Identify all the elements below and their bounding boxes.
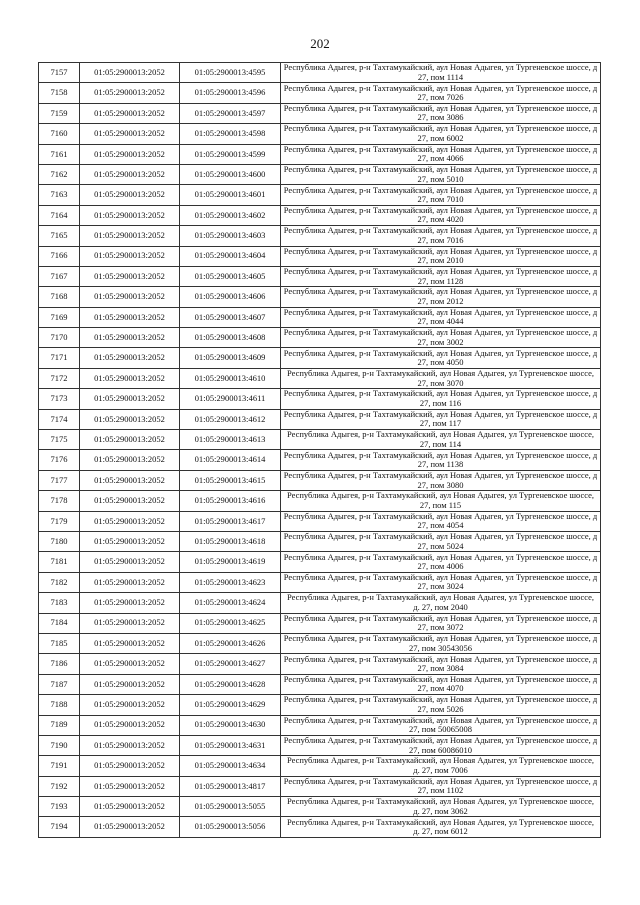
parent-cadastral-number-cell: 01:05:2900013:2052	[80, 613, 180, 633]
row-number-cell: 7180	[39, 531, 80, 551]
cadastral-number-cell: 01:05:2900013:4601	[180, 185, 281, 205]
cadastral-number-cell: 01:05:2900013:5055	[180, 797, 281, 817]
parent-cadastral-number-cell: 01:05:2900013:2052	[80, 633, 180, 653]
cadastral-number-cell: 01:05:2900013:4613	[180, 430, 281, 450]
address-cell: Республика Адыгея, р-н Тахтамукайский, аул Новая Адыгея, ул Тургеневское шоссе, д 27, пом 116	[281, 389, 601, 409]
cadastral-number-cell: 01:05:2900013:5056	[180, 817, 281, 837]
table-row	[39, 674, 601, 694]
row-number-cell: 7160	[39, 124, 80, 144]
parent-cadastral-number-cell: 01:05:2900013:2052	[80, 144, 180, 164]
table-row	[39, 103, 601, 123]
table-row	[39, 470, 601, 490]
cadastral-number-cell: 01:05:2900013:4597	[180, 103, 281, 123]
cadastral-number-cell: 01:05:2900013:4616	[180, 491, 281, 511]
row-number-cell: 7169	[39, 307, 80, 327]
registry-table	[38, 62, 601, 838]
cadastral-number-cell: 01:05:2900013:4624	[180, 593, 281, 613]
row-number-cell: 7171	[39, 348, 80, 368]
parent-cadastral-number-cell: 01:05:2900013:2052	[80, 572, 180, 592]
cadastral-number-cell: 01:05:2900013:4625	[180, 613, 281, 633]
table-row	[39, 776, 601, 796]
cadastral-number-cell: 01:05:2900013:4619	[180, 552, 281, 572]
row-number-cell: 7175	[39, 430, 80, 450]
table-row	[39, 613, 601, 633]
cadastral-number-cell: 01:05:2900013:4630	[180, 715, 281, 735]
table-row	[39, 63, 601, 83]
table-row	[39, 756, 601, 776]
parent-cadastral-number-cell: 01:05:2900013:2052	[80, 695, 180, 715]
row-number-cell: 7162	[39, 164, 80, 184]
cadastral-number-cell: 01:05:2900013:4604	[180, 246, 281, 266]
table-row	[39, 430, 601, 450]
parent-cadastral-number-cell: 01:05:2900013:2052	[80, 164, 180, 184]
table-row	[39, 654, 601, 674]
table-row	[39, 715, 601, 735]
table-row	[39, 797, 601, 817]
table-row	[39, 450, 601, 470]
cadastral-number-cell: 01:05:2900013:4606	[180, 287, 281, 307]
address-cell: Республика Адыгея, р-н Тахтамукайский, аул Новая Адыгея, ул Тургеневское шоссе, д 27, пом 5010	[281, 164, 601, 184]
parent-cadastral-number-cell: 01:05:2900013:2052	[80, 83, 180, 103]
address-cell: Республика Адыгея, р-н Тахтамукайский, аул Новая Адыгея, ул Тургеневское шоссе, д 27, пом 3072	[281, 613, 601, 633]
registry-table-body	[39, 63, 601, 838]
cadastral-number-cell: 01:05:2900013:4615	[180, 470, 281, 490]
table-row	[39, 348, 601, 368]
parent-cadastral-number-cell: 01:05:2900013:2052	[80, 817, 180, 837]
row-number-cell: 7186	[39, 654, 80, 674]
parent-cadastral-number-cell: 01:05:2900013:2052	[80, 409, 180, 429]
cadastral-number-cell: 01:05:2900013:4623	[180, 572, 281, 592]
row-number-cell: 7182	[39, 572, 80, 592]
table-row	[39, 817, 601, 837]
table-row	[39, 185, 601, 205]
table-row	[39, 144, 601, 164]
table-row	[39, 695, 601, 715]
cadastral-number-cell: 01:05:2900013:4610	[180, 368, 281, 388]
address-cell: Республика Адыгея, р-н Тахтамукайский, аул Новая Адыгея, ул Тургеневское шоссе, д 27, пом 3084	[281, 654, 601, 674]
parent-cadastral-number-cell: 01:05:2900013:2052	[80, 735, 180, 755]
table-row	[39, 164, 601, 184]
table-row	[39, 307, 601, 327]
parent-cadastral-number-cell: 01:05:2900013:2052	[80, 593, 180, 613]
address-cell: Республика Адыгея, р-н Тахтамукайский, аул Новая Адыгея, ул Тургеневское шоссе, д. 27, пом 3062	[281, 797, 601, 817]
cadastral-number-cell: 01:05:2900013:4599	[180, 144, 281, 164]
address-cell: Республика Адыгея, р-н Тахтамукайский, аул Новая Адыгея, ул Тургеневское шоссе, д 27, пом 5026	[281, 695, 601, 715]
cadastral-number-cell: 01:05:2900013:4626	[180, 633, 281, 653]
table-row	[39, 409, 601, 429]
address-cell: Республика Адыгея, р-н Тахтамукайский, аул Новая Адыгея, ул Тургеневское шоссе, д 27, пом 7010	[281, 185, 601, 205]
parent-cadastral-number-cell: 01:05:2900013:2052	[80, 797, 180, 817]
address-cell: Республика Адыгея, р-н Тахтамукайский, аул Новая Адыгея, ул Тургеневское шоссе, д 27, пом 4070	[281, 674, 601, 694]
table-row	[39, 226, 601, 246]
address-cell: Республика Адыгея, р-н Тахтамукайский, аул Новая Адыгея, ул Тургеневское шоссе, д 27, пом 30543056	[281, 633, 601, 653]
address-cell: Республика Адыгея, р-н Тахтамукайский, аул Новая Адыгея, ул Тургеневское шоссе, д 27, пом 4006	[281, 552, 601, 572]
cadastral-number-cell: 01:05:2900013:4628	[180, 674, 281, 694]
address-cell: Республика Адыгея, р-н Тахтамукайский, аул Новая Адыгея, ул Тургеневское шоссе, 27, пом 115	[281, 491, 601, 511]
address-cell: Республика Адыгея, р-н Тахтамукайский, аул Новая Адыгея, ул Тургеневское шоссе, д 27, пом 1114	[281, 63, 601, 83]
table-row	[39, 287, 601, 307]
table-row	[39, 266, 601, 286]
table-row	[39, 328, 601, 348]
address-cell: Республика Адыгея, р-н Тахтамукайский, аул Новая Адыгея, ул Тургеневское шоссе, д 27, пом 60086010	[281, 735, 601, 755]
address-cell: Республика Адыгея, р-н Тахтамукайский, аул Новая Адыгея, ул Тургеневское шоссе, д 27, пом 7016	[281, 226, 601, 246]
address-cell: Республика Адыгея, р-н Тахтамукайский, аул Новая Адыгея, ул Тургеневское шоссе, 27, пом 3070	[281, 368, 601, 388]
address-cell: Республика Адыгея, р-н Тахтамукайский, аул Новая Адыгея, ул Тургеневское шоссе, д 27, пом 4054	[281, 511, 601, 531]
row-number-cell: 7165	[39, 226, 80, 246]
parent-cadastral-number-cell: 01:05:2900013:2052	[80, 348, 180, 368]
table-row	[39, 511, 601, 531]
table-row	[39, 735, 601, 755]
parent-cadastral-number-cell: 01:05:2900013:2052	[80, 430, 180, 450]
parent-cadastral-number-cell: 01:05:2900013:2052	[80, 266, 180, 286]
table-row	[39, 205, 601, 225]
address-cell: Республика Адыгея, р-н Тахтамукайский, аул Новая Адыгея, ул Тургеневское шоссе, д 27, пом 4050	[281, 348, 601, 368]
page-number: 202	[310, 36, 330, 51]
parent-cadastral-number-cell: 01:05:2900013:2052	[80, 552, 180, 572]
row-number-cell: 7193	[39, 797, 80, 817]
row-number-cell: 7157	[39, 63, 80, 83]
address-cell: Республика Адыгея, р-н Тахтамукайский, аул Новая Адыгея, ул Тургеневское шоссе, д 27, пом 1138	[281, 450, 601, 470]
cadastral-number-cell: 01:05:2900013:4595	[180, 63, 281, 83]
address-cell: Республика Адыгея, р-н Тахтамукайский, аул Новая Адыгея, ул Тургеневское шоссе, д. 27, пом 7006	[281, 756, 601, 776]
parent-cadastral-number-cell: 01:05:2900013:2052	[80, 205, 180, 225]
cadastral-number-cell: 01:05:2900013:4612	[180, 409, 281, 429]
parent-cadastral-number-cell: 01:05:2900013:2052	[80, 287, 180, 307]
table-row	[39, 593, 601, 613]
cadastral-number-cell: 01:05:2900013:4609	[180, 348, 281, 368]
cadastral-number-cell: 01:05:2900013:4618	[180, 531, 281, 551]
table-row	[39, 531, 601, 551]
parent-cadastral-number-cell: 01:05:2900013:2052	[80, 674, 180, 694]
row-number-cell: 7184	[39, 613, 80, 633]
parent-cadastral-number-cell: 01:05:2900013:2052	[80, 63, 180, 83]
row-number-cell: 7183	[39, 593, 80, 613]
parent-cadastral-number-cell: 01:05:2900013:2052	[80, 124, 180, 144]
row-number-cell: 7181	[39, 552, 80, 572]
row-number-cell: 7167	[39, 266, 80, 286]
parent-cadastral-number-cell: 01:05:2900013:2052	[80, 491, 180, 511]
cadastral-number-cell: 01:05:2900013:4611	[180, 389, 281, 409]
cadastral-number-cell: 01:05:2900013:4596	[180, 83, 281, 103]
row-number-cell: 7187	[39, 674, 80, 694]
address-cell: Республика Адыгея, р-н Тахтамукайский, аул Новая Адыгея, ул Тургеневское шоссе, д 27, пом 1128	[281, 266, 601, 286]
row-number-cell: 7191	[39, 756, 80, 776]
row-number-cell: 7166	[39, 246, 80, 266]
cadastral-number-cell: 01:05:2900013:4629	[180, 695, 281, 715]
row-number-cell: 7173	[39, 389, 80, 409]
parent-cadastral-number-cell: 01:05:2900013:2052	[80, 103, 180, 123]
cadastral-number-cell: 01:05:2900013:4617	[180, 511, 281, 531]
row-number-cell: 7161	[39, 144, 80, 164]
table-row	[39, 83, 601, 103]
row-number-cell: 7190	[39, 735, 80, 755]
row-number-cell: 7188	[39, 695, 80, 715]
row-number-cell: 7178	[39, 491, 80, 511]
address-cell: Республика Адыгея, р-н Тахтамукайский, аул Новая Адыгея, ул Тургеневское шоссе, д 27, пом 3024	[281, 572, 601, 592]
address-cell: Республика Адыгея, р-н Тахтамукайский, аул Новая Адыгея, ул Тургеневское шоссе, д 27, пом 3086	[281, 103, 601, 123]
address-cell: Республика Адыгея, р-н Тахтамукайский, аул Новая Адыгея, ул Тургеневское шоссе, д 27, пом 3080	[281, 470, 601, 490]
row-number-cell: 7158	[39, 83, 80, 103]
cadastral-number-cell: 01:05:2900013:4603	[180, 226, 281, 246]
table-row	[39, 389, 601, 409]
row-number-cell: 7164	[39, 205, 80, 225]
parent-cadastral-number-cell: 01:05:2900013:2052	[80, 226, 180, 246]
parent-cadastral-number-cell: 01:05:2900013:2052	[80, 307, 180, 327]
row-number-cell: 7179	[39, 511, 80, 531]
cadastral-number-cell: 01:05:2900013:4817	[180, 776, 281, 796]
address-cell: Республика Адыгея, р-н Тахтамукайский, аул Новая Адыгея, ул Тургеневское шоссе, д 27, пом 3002	[281, 328, 601, 348]
cadastral-number-cell: 01:05:2900013:4631	[180, 735, 281, 755]
cadastral-number-cell: 01:05:2900013:4605	[180, 266, 281, 286]
parent-cadastral-number-cell: 01:05:2900013:2052	[80, 470, 180, 490]
parent-cadastral-number-cell: 01:05:2900013:2052	[80, 511, 180, 531]
table-row	[39, 633, 601, 653]
parent-cadastral-number-cell: 01:05:2900013:2052	[80, 756, 180, 776]
address-cell: Республика Адыгея, р-н Тахтамукайский, аул Новая Адыгея, ул Тургеневское шоссе, д 27, пом 2010	[281, 246, 601, 266]
row-number-cell: 7194	[39, 817, 80, 837]
cadastral-number-cell: 01:05:2900013:4608	[180, 328, 281, 348]
row-number-cell: 7192	[39, 776, 80, 796]
table-row	[39, 246, 601, 266]
address-cell: Республика Адыгея, р-н Тахтамукайский, аул Новая Адыгея, ул Тургеневское шоссе, д. 27, пом 6012	[281, 817, 601, 837]
address-cell: Республика Адыгея, р-н Тахтамукайский, аул Новая Адыгея, ул Тургеневское шоссе, д 27, пом 2012	[281, 287, 601, 307]
parent-cadastral-number-cell: 01:05:2900013:2052	[80, 654, 180, 674]
table-row	[39, 368, 601, 388]
parent-cadastral-number-cell: 01:05:2900013:2052	[80, 185, 180, 205]
row-number-cell: 7163	[39, 185, 80, 205]
table-row	[39, 124, 601, 144]
address-cell: Республика Адыгея, р-н Тахтамукайский, аул Новая Адыгея, ул Тургеневское шоссе, д 27, пом 4020	[281, 205, 601, 225]
address-cell: Республика Адыгея, р-н Тахтамукайский, аул Новая Адыгея, ул Тургеневское шоссе, д 27, пом 4044	[281, 307, 601, 327]
row-number-cell: 7159	[39, 103, 80, 123]
row-number-cell: 7185	[39, 633, 80, 653]
parent-cadastral-number-cell: 01:05:2900013:2052	[80, 776, 180, 796]
address-cell: Республика Адыгея, р-н Тахтамукайский, аул Новая Адыгея, ул Тургеневское шоссе, д 27, пом 50065008	[281, 715, 601, 735]
row-number-cell: 7172	[39, 368, 80, 388]
address-cell: Республика Адыгея, р-н Тахтамукайский, аул Новая Адыгея, ул Тургеневское шоссе, д 27, пом 4066	[281, 144, 601, 164]
row-number-cell: 7176	[39, 450, 80, 470]
cadastral-number-cell: 01:05:2900013:4627	[180, 654, 281, 674]
parent-cadastral-number-cell: 01:05:2900013:2052	[80, 389, 180, 409]
parent-cadastral-number-cell: 01:05:2900013:2052	[80, 715, 180, 735]
table-row	[39, 491, 601, 511]
address-cell: Республика Адыгея, р-н Тахтамукайский, аул Новая Адыгея, ул Тургеневское шоссе, д. 27, пом 2040	[281, 593, 601, 613]
address-cell: Республика Адыгея, р-н Тахтамукайский, аул Новая Адыгея, ул Тургеневское шоссе, д 27, пом 7026	[281, 83, 601, 103]
cadastral-number-cell: 01:05:2900013:4602	[180, 205, 281, 225]
cadastral-number-cell: 01:05:2900013:4607	[180, 307, 281, 327]
address-cell: Республика Адыгея, р-н Тахтамукайский, аул Новая Адыгея, ул Тургеневское шоссе, д 27, пом 5024	[281, 531, 601, 551]
row-number-cell: 7174	[39, 409, 80, 429]
cadastral-number-cell: 01:05:2900013:4600	[180, 164, 281, 184]
parent-cadastral-number-cell: 01:05:2900013:2052	[80, 531, 180, 551]
parent-cadastral-number-cell: 01:05:2900013:2052	[80, 450, 180, 470]
parent-cadastral-number-cell: 01:05:2900013:2052	[80, 246, 180, 266]
address-cell: Республика Адыгея, р-н Тахтамукайский, аул Новая Адыгея, ул Тургеневское шоссе, д 27, пом 117	[281, 409, 601, 429]
row-number-cell: 7170	[39, 328, 80, 348]
address-cell: Республика Адыгея, р-н Тахтамукайский, аул Новая Адыгея, ул Тургеневское шоссе, 27, пом 114	[281, 430, 601, 450]
cadastral-number-cell: 01:05:2900013:4634	[180, 756, 281, 776]
parent-cadastral-number-cell: 01:05:2900013:2052	[80, 368, 180, 388]
parent-cadastral-number-cell: 01:05:2900013:2052	[80, 328, 180, 348]
row-number-cell: 7189	[39, 715, 80, 735]
row-number-cell: 7168	[39, 287, 80, 307]
table-row	[39, 572, 601, 592]
cadastral-number-cell: 01:05:2900013:4614	[180, 450, 281, 470]
row-number-cell: 7177	[39, 470, 80, 490]
table-row	[39, 552, 601, 572]
address-cell: Республика Адыгея, р-н Тахтамукайский, аул Новая Адыгея, ул Тургеневское шоссе, д 27, пом 6002	[281, 124, 601, 144]
address-cell: Республика Адыгея, р-н Тахтамукайский, аул Новая Адыгея, ул Тургеневское шоссе, д 27, пом 1102	[281, 776, 601, 796]
cadastral-number-cell: 01:05:2900013:4598	[180, 124, 281, 144]
